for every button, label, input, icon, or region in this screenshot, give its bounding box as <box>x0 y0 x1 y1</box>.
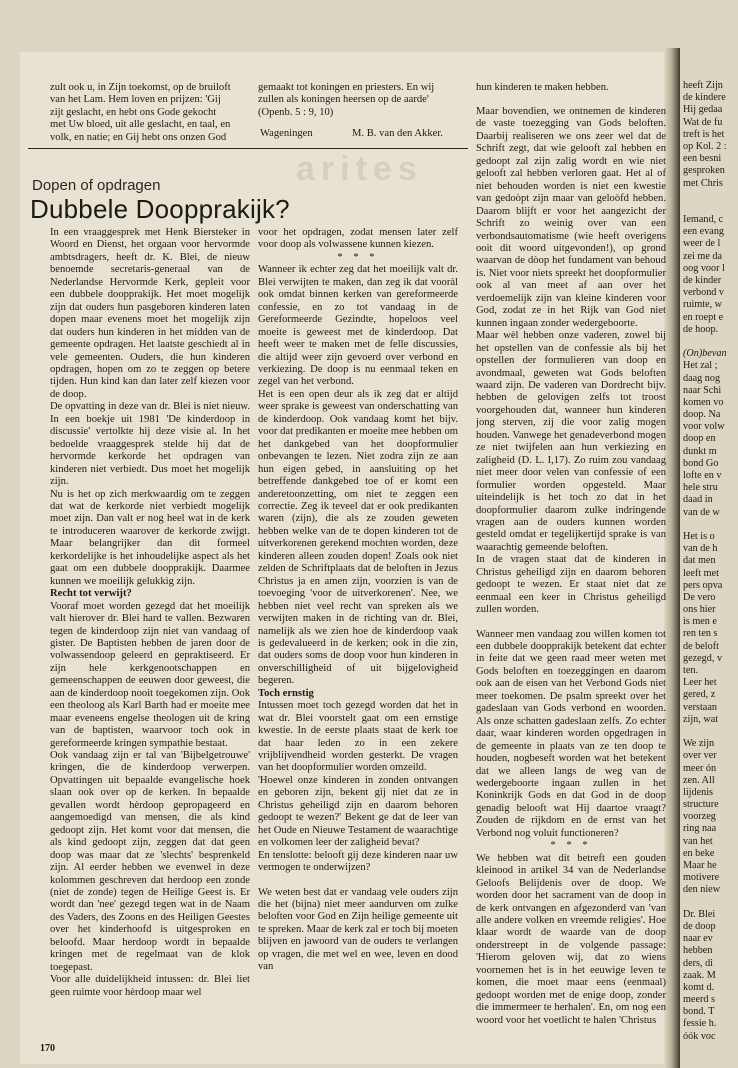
paragraph: Het is een open deur als ik zeg dat er altijd weer sprake is geweest van onderschatting van de kinderdoop. Ook vandaag komt het bijv. voor dat predikanten er moeite mee hebben om het dankgebed van het doopformulier onbevangen te lezen. Niet zodra zijn ze aan hun eigen gebed, in aansluiting op het betreffende dankgebed toe of er komt een anderetoonzetting, om niet te zeggen een correctie. Zeg ik teveel dat er ook predikanten waren (zijn), die als ze zouden geweten hebben welke van de te dopen kinderen tot de uitverkorenen gerekend mochten worden, deze kinderen alleen zouden dopen! Zoals ook niet zelden de Schriftplaats dat de beloften in Jezus Christus ja en amen zijn, voorzien is van de toevoeging 'voor de uitverkorenen'. Nee, we hebben niet veel recht van spreken als we verwijten maken in de richting van dr. Blei, namelijk als we zien hoe de kinderdoop vaak is gedevalueerd in de kerken; ook in die zin, dat ouders soms de doop voor hun kinderen in onverschilligheid of uit bijgelovigheid begeren. <box>258 388 458 687</box>
adjacent-page-line <box>683 519 738 531</box>
adjacent-page-line: van de w <box>683 506 720 518</box>
adjacent-page-line: is men e <box>683 616 717 628</box>
adjacent-page-line: de kindere <box>683 92 726 104</box>
adjacent-page-line: óók voc <box>683 1030 716 1042</box>
paragraph: Nu is het op zich merkwaardig om te zeggen dat wat de kerkorde niet verbiedt mogelijk moet zijn. Dan valt er nog heel wat in de kerk te introduceren waarover de kerkorde zwijgt. Maar belangrijker dan dit formeel kerkordelijke is het inhoudelijke aspect als het gaat om een dubbele doopprakijk. Daarmee kunnen we moeilijk gelukkig zijn. <box>50 488 250 587</box>
adjacent-page-line: naar Schi <box>683 384 722 396</box>
adjacent-page-line: dunkt m <box>683 445 717 457</box>
paragraph: Voor alle duidelijkheid intussen: dr. Blei liet geen ruimte voor hèrdoop maar wel <box>50 974 250 998</box>
adjacent-page-line: de hoop. <box>683 323 719 335</box>
page-number: 170 <box>40 1043 55 1054</box>
article-kicker: Dopen of opdragen <box>32 177 161 194</box>
adjacent-page-line: van de h <box>683 543 718 555</box>
paragraph: We hebben wat dit betreft een gouden kleinood in artikel 34 van de Nederlandse Geloofs Belijdenis over de doop. We worden door het sacrament van de doop in de kerk ontvangen en afgezonderd van 'van alle andere volken en vreemde religies'. Hoe klaar wordt de waarde van de doop onderstreept in de volgende passage: 'Hierom geloven wij, dat zo wiens voornemen het is in het eeuwige leven te komen, die moet maar eens (eenmaal) gedoopt worden met de enige doop, zonder die immermeer te herhalen'. En, om nog een woord voor het voetlicht te halen 'Christus <box>476 852 666 1026</box>
adjacent-page-line: heeft Zijn <box>683 80 723 91</box>
adjacent-page-line: doop. Na <box>683 409 721 421</box>
adjacent-page-line: zijn, wat <box>683 713 719 725</box>
adjacent-page-line: ren ten s <box>683 628 718 640</box>
paragraph: Wanneer men vandaag zou willen komen tot een dubbele doopprakijk betekent dat echter in feite dat we geen raad meer weten met Gods beloften en toezeggingen en daarom ook aan de eisen van het Verbond Gods niet meer toekomen. De psalm spreekt over het gadeslaan van Gods verbond en woorden. Als onze schatten gadeslaan zelfs. Zo echter daar, waar kinderen worden opgedragen in de gemeente in plaats van ze ten doop te houden, nogbeseft worden wat het betekent dat we alleen langs de weg van de wedergeboorte ingaan zullen in het Koninkrijk Gods en dat God in de doop genadig belooft wat Hij daartoe vraagt? Zouden de rijkdom en de ernst van het Verbond nog voluit functioneren? <box>476 628 666 839</box>
adjacent-page-line: over ver <box>683 750 717 762</box>
signature-place: Wageningen <box>260 128 313 139</box>
adjacent-page-line: meer ón <box>683 762 717 774</box>
adjacent-page-line: daag nog <box>683 372 721 384</box>
adjacent-page-line: Het zal ; <box>683 360 718 372</box>
signature-author: M. B. van den Akker. <box>352 128 443 139</box>
adjacent-page-line: zen. All <box>683 774 715 786</box>
paragraph: In de vragen staat dat de kinderen in Christus geheiligd zijn en daarom behoren gedoopt te wezen. Er staat niet dat ze eenmaal een keer in Christus geheiligd zullen worden. <box>476 554 666 616</box>
paragraph: Ook vandaag zijn er tal van 'Bijbelgetrouwe' kringen, die de kinderdoop verwerpen. Opvattingen uit bepaalde evangelische hoek slaan ook over op de kerken. In bepaalde gevallen wordt hèrdoop gepropageerd en aangemoedigd van mensen, die als kind gedoopt zijn. Het komt voor dat mensen, die als kind gedoopt zijn, zeggen dat dat geen doop was maar dat ze 'slechts' besprenkeld zijn. Al eerder hebben we evenwel in deze kolommen geschreven dat herdoop een zonde (niet de zonde) tegen de Heilige Geest is. Er wordt dan 'nee' gezegd tegen wat in de Naam des Vaders, des Zoons en des Heiligen Geestes over het kinderhoofd is uitgesproken en beloofd. Maar herdoop wordt in bepaalde kringen met de regelmaat van de klok toegepast. <box>50 750 250 973</box>
paragraph: In een vraaggesprek met Henk Biersteker in Woord en Dienst, het orgaan voor hervormde ambtsdragers, heeft dr. K. Blei, de nieuw benoemde secretaris-generaal van de Nederlandse Hervormde Kerk, gepleit voor een dubbele doopprakijk. Het moet mogelijk zijn dat ouders hun pasgeboren kinderen laten dopen maar evenens moet het mogelijk zijn dat ouders hun kinderen in het midden van de gemeente opdragen. Het laatste geschiedt al in vele gemeenten. Ouders, die hun kinderen opdragen, hopen om zo te zeggen op betere tijden. Hun kind kan dan later zelf kiezen voor de doop. <box>50 227 250 400</box>
adjacent-page-line: hebben <box>683 945 713 957</box>
top-column-1 <box>50 82 250 144</box>
adjacent-page-line: fessie h. <box>683 1018 717 1030</box>
adjacent-page-line: Iemand, c <box>683 214 724 226</box>
adjacent-page-line <box>683 336 738 348</box>
page-gutter <box>664 48 680 1068</box>
adjacent-page-line: meerd s <box>683 994 715 1006</box>
top-col2-line: gemaakt tot koningen en priesters. En wij <box>258 82 435 93</box>
article-column-2 <box>258 227 458 1037</box>
adjacent-page-line: voor volw <box>683 421 725 433</box>
adjacent-page-line: motivere <box>683 872 720 884</box>
article-column-1 <box>50 227 250 1037</box>
adjacent-page-line: pers opva <box>683 579 723 591</box>
adjacent-page-line <box>683 190 738 202</box>
subheading: Recht tot verwijt? <box>50 588 132 600</box>
adjacent-page-line <box>683 726 738 738</box>
section-break: * * * <box>550 840 592 852</box>
show-through-lettering: arites <box>296 150 423 188</box>
adjacent-page-line: ders, di <box>683 957 713 969</box>
top-col1-line: zult ook u, in Zijn toekomst, op de bruiloft <box>50 82 231 93</box>
top-col1-line: van het Lam. Hem loven en prijzen: 'Gij <box>50 94 221 106</box>
adjacent-page-line: een evang <box>683 226 725 238</box>
adjacent-page-line: treft is het <box>683 128 725 140</box>
adjacent-page-line: gesproken <box>683 165 725 177</box>
adjacent-page-line: verbond v <box>683 287 725 299</box>
top-col1-line: volk, en natie; en Gij hebt ons onzen God <box>50 131 227 143</box>
top-column-3 <box>476 82 666 94</box>
adjacent-page-line: met Chris <box>683 177 723 189</box>
adjacent-page-line: dat men <box>683 555 716 567</box>
paragraph: Maar wèl hebben onze vaderen, zowel bij het opstellen van de confessie als bij het opstellen der formulieren van doop en avondmaal, geweten wat Gods beloften waard zijn. De vaderen van Dordrecht bijv. hebben de gelovigen zelfs tot troost voorgehouden dat, wanneer hun kinderen jong sterven, zij die voor zalig mogen houden. Vanwege het genadeverbond mogen ze niet twijfelen aan hun verkiezing en zaligheid (D. L. I,17). Zo ruim zou vandaag niet meer door velen van confessie of een formulier worden opgesteld. Maar uiteindelijk is het toch zo dat in het doopformulier daarom zulke indringende vragen aan de ouders kunnen worden gesteld omdat er tegelijkertijd sprake is van waarachtig gemeende beloften. <box>476 330 666 553</box>
adjacent-page-line: bond. T <box>683 1006 715 1018</box>
adjacent-page-line: lijdenis <box>683 786 713 798</box>
paragraph: Vooraf moet worden gezegd dat het moeilijk valt hierover dr. Blei hard te vallen. Bezwaren tegen de kinderdoop zijn niet van vandaag of gister. De Baptisten hebben de jaren door de volwassendoop geleerd en gepraktiseerd. Er zijn hele kerkgenootschappen en gemeenschappen de eeuwen door geweest, die aan de kinderdoop nooit toegekomen zijn. Ook een theoloog als Karl Barth had er moeite mee maar eveneens engelse theologen uit de kring van de baptisten, waarvoor toch ook in gereformeerde kringen sympathie bestaat. <box>50 600 250 749</box>
paragraph: voor het opdragen, zodat mensen later zelf voor doop als volwassene kunnen kiezen. <box>258 227 458 251</box>
paragraph: En tenslotte: belooft gij deze kinderen naar uw vermogen te onderwijzen? <box>258 849 458 874</box>
adjacent-page-line: den niew <box>683 884 721 896</box>
adjacent-page-line: (On)bevan <box>683 348 727 360</box>
adjacent-page-line: voorzeg <box>683 811 716 823</box>
adjacent-page <box>680 80 738 1068</box>
adjacent-page-line: gezegd, v <box>683 652 723 664</box>
top-col2-line: zullen als koningen heersen op de aarde' <box>258 94 429 106</box>
paragraph: De opvatting in deze van dr. Blei is niet nieuw. In een boekje uit 1981 'De kinderdoop in discussie' vertolkte hij deze visie al. In het bedoelde vraaggesprek stelde hij dat de hervormde kerkorde het opdragen van kinderen niet verbiedt. Dus moet het mogelijk zijn. <box>50 401 250 488</box>
article-column-3 <box>476 106 666 1036</box>
adjacent-page-line: komen vo <box>683 396 724 408</box>
top-col1-line: zijt geslacht, en hebt ons Gode gekocht <box>50 106 217 118</box>
adjacent-page-line: een besni <box>683 153 722 165</box>
adjacent-page-line: daad in <box>683 494 713 506</box>
top-col1-line: met Uw bloed, uit alle geslacht, en taal, en <box>50 119 231 131</box>
adjacent-page-line: Leer het <box>683 677 717 689</box>
top-col3-line: hun kinderen te maken hebben. <box>476 82 609 93</box>
adjacent-page-line: doop en <box>683 433 716 445</box>
adjacent-page-line: oog voor l <box>683 262 725 274</box>
top-col2-line: (Openb. 5 : 9, 10) <box>258 106 334 118</box>
adjacent-page-line: Wat de fu <box>683 116 723 128</box>
adjacent-page-line: en beke <box>683 847 715 859</box>
subheading: Toch ernstig <box>258 687 314 699</box>
adjacent-page-line: naar ev <box>683 933 713 945</box>
adjacent-page-line: van het <box>683 835 713 847</box>
paragraph: 'Hoewel onze kinderen in zonden ontvangen en geboren zijn, bekent gij niet dat ze in Christus geheiligd zijn en daarom behoren gedoopt te wezen?' Bekent ge dat de leer van het Oude en Nieuwe Testament de waarachtige en volkomen leer der zaligheid bevat? <box>258 774 458 849</box>
adjacent-page-line: de kinder <box>683 275 722 286</box>
adjacent-page-line: ons hier <box>683 604 716 616</box>
adjacent-page-line <box>683 202 738 214</box>
adjacent-page-line: zei me da <box>683 250 723 262</box>
paragraph: Maar bovendien, we ontnemen de kinderen de vaste toezegging van Gods beloften. Daarbij realiseren we ons zeer wel dat de Schrift zegt, dat wie gelooft zal hebben en gedoopt zal zijn zalig wordt en wie niet gelooft zal hebben verloren gaat. Het al of niet behouden worden is niet een kwestie van gedoòpt zijn maar van geloòfd hebben. Daarom blijft er voor het aangezicht der Schrift zo weinig over van een verbondsautomatisme (wie heeft overigens ooit dit woord uitgevonden!), op grond waarvan de dòop het fundament van behoud is. Niet voor niets spreekt het doopformulier ook al van meet af aan over het verdoemelijk zijn van kleine kinderen voor God, zodat ze in het Rijk van God niet kunnen ingaan zonder wedergeboorte. <box>476 106 666 329</box>
paragraph: Intussen moet toch gezegd worden dat het in wat dr. Blei voorstelt gaat om een ernstige kwestie. In de eerste plaats staat de kerk toe dat haar leden zo in een zekere vrijblijvendheid worden gesterkt. De vragen van het doopformulier worden omzeild. <box>258 700 458 774</box>
adjacent-page-line: komt d. <box>683 981 715 993</box>
adjacent-page-line: de doop <box>683 920 716 932</box>
adjacent-page-line: en roept e <box>683 311 724 323</box>
adjacent-page-line: de beloft <box>683 640 719 652</box>
adjacent-page-line: Maar he <box>683 860 717 871</box>
adjacent-page-line: We zijn <box>683 738 715 750</box>
paragraph: Wanneer ik echter zeg dat het moeilijk valt dr. Blei verwijten te maken, dan zeg ik dat vooràl ook omdat binnen kerken van gereformeerde confessie, en zo tot vandaag in de Gereformeerde Gezindte, hopeloos veel moeite is geweest met de kinderdoop. Dat heeft weer te maken met de felle discussies, die altijd weer zijn gevoerd over verbond en verkiezing. De doop is nu eenmaal teken en zegel van het verbond. <box>258 264 458 388</box>
adjacent-page-line: Het is o <box>683 530 715 542</box>
adjacent-page-line: Dr. Blei <box>683 908 716 920</box>
adjacent-page-line: Hij gedaa <box>683 104 723 116</box>
paragraph: We weten best dat er vandaag vele ouders zijn die het (bijna) niet meer aandurven om zulke beloften voor God en Zijn heilige gemeente uit te spreken. Maar de kerk zal er toch bij moeten blijven en jawoord van de ouders te verlangen op vragen, die met wel en wee, leven en dood van <box>258 886 458 973</box>
section-rule <box>28 148 468 149</box>
adjacent-page-line: lofte en v <box>683 470 722 481</box>
adjacent-page-line: verstaan <box>683 701 717 713</box>
adjacent-page-line: ten. <box>683 665 698 676</box>
section-break: * * * <box>337 251 379 263</box>
adjacent-page-line: De vero <box>683 591 716 603</box>
adjacent-page-line: gered, z <box>683 689 716 701</box>
article-headline: Dubbele Doopprakijk? <box>30 194 290 224</box>
adjacent-page-line <box>683 897 738 909</box>
adjacent-page-line: zaak. M <box>683 969 716 981</box>
adjacent-page-line: ring naa <box>683 823 717 835</box>
adjacent-page-line: op Kol. 2 : <box>683 140 727 152</box>
adjacent-page-line: structure <box>683 799 719 811</box>
adjacent-page-line: ruimte, w <box>683 299 723 311</box>
top-column-2 <box>258 82 458 119</box>
adjacent-page-line: leeft met <box>683 567 719 579</box>
adjacent-page-line: weer de l <box>683 238 721 250</box>
adjacent-page-line: bond Go <box>683 457 719 469</box>
adjacent-page-line: hele stru <box>683 482 718 494</box>
